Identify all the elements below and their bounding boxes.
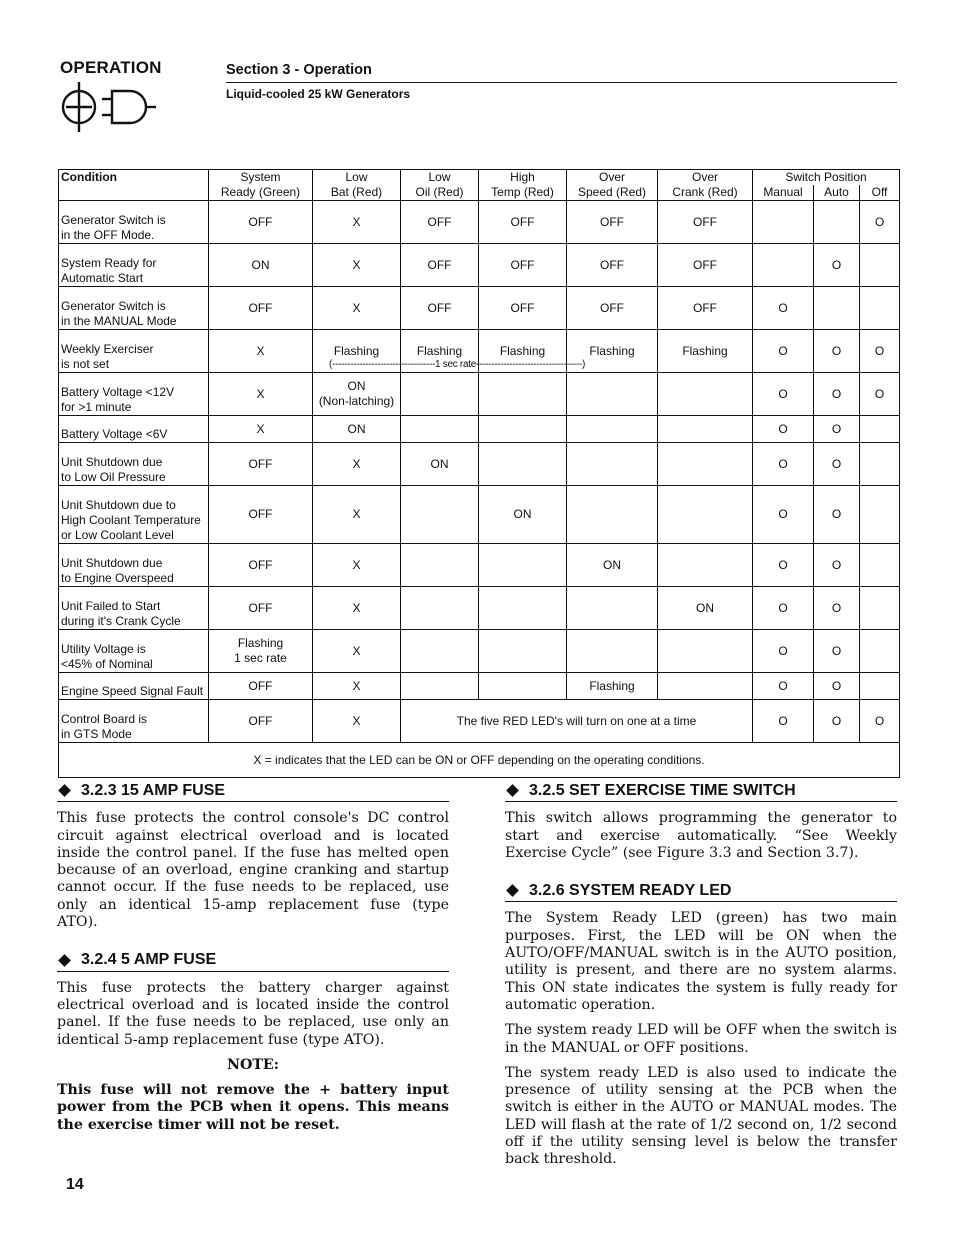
over-speed-cell: [567, 416, 658, 443]
right-column: [505, 782, 897, 1177]
manual-cell: O: [753, 373, 814, 416]
manual-cell: O: [753, 544, 814, 587]
low-bat-cell: X: [313, 673, 401, 700]
condition-cell: Engine Speed Signal Fault: [59, 673, 209, 700]
low-oil-cell: OFF: [401, 244, 479, 287]
table-row: [59, 673, 900, 700]
auto-cell: O: [814, 486, 860, 544]
table-row: [59, 201, 900, 244]
over-speed-cell: ON: [567, 544, 658, 587]
high-temp-cell: [479, 373, 567, 416]
table-row: [59, 587, 900, 630]
off-cell: O: [860, 373, 900, 416]
over-speed-cell: OFF: [567, 244, 658, 287]
section-subtitle: Liquid-cooled 25 kW Generators: [226, 82, 897, 101]
table-row: [59, 287, 900, 330]
table-footnote-row: [59, 743, 900, 778]
diamond-bullet-icon: [506, 784, 519, 797]
left-column: [57, 782, 449, 1142]
high-temp-cell: ON: [479, 486, 567, 544]
logo-title: OPERATION: [60, 58, 162, 77]
table-row: [59, 544, 900, 587]
section-title: Section 3 - Operation: [226, 62, 372, 78]
low-oil-cell: [401, 486, 479, 544]
header-auto: Auto: [814, 185, 860, 201]
led-status-table: [58, 169, 900, 778]
over-crank-cell: [658, 443, 753, 486]
over-speed-cell: [567, 630, 658, 673]
high-temp-cell: [479, 587, 567, 630]
system-ready-cell: X: [209, 373, 313, 416]
system-ready-cell: OFF: [209, 587, 313, 630]
diamond-bullet-icon: [58, 784, 71, 797]
system-ready-cell: OFF: [209, 700, 313, 743]
header-low-bat: Low Bat (Red): [313, 170, 401, 201]
note-title: NOTE:: [227, 1056, 279, 1073]
system-ready-cell: X: [209, 330, 313, 373]
table-row: [59, 244, 900, 287]
high-temp-cell: [479, 630, 567, 673]
auto-cell: [814, 287, 860, 330]
auto-cell: O: [814, 544, 860, 587]
manual-cell: O: [753, 587, 814, 630]
header-over-crank: Over Crank (Red): [658, 170, 753, 201]
heading-3-2-5: 3.2.5 SET EXERCISE TIME SWITCH: [505, 782, 897, 802]
condition-cell: Unit Shutdown due to Engine Overspeed: [59, 544, 209, 587]
off-cell: O: [860, 700, 900, 743]
low-bat-cell: X: [313, 287, 401, 330]
auto-cell: O: [814, 587, 860, 630]
manual-cell: O: [753, 486, 814, 544]
table-footnote: X = indicates that the LED can be ON or OFF depending on the operating conditions.: [59, 743, 900, 778]
low-bat-cell: X: [313, 443, 401, 486]
system-ready-cell: OFF: [209, 287, 313, 330]
low-oil-cell: [401, 673, 479, 700]
table-header-row: [59, 170, 900, 186]
auto-cell: O: [814, 416, 860, 443]
header-high-temp: High Temp (Red): [479, 170, 567, 201]
heading-3-2-6: 3.2.6 SYSTEM READY LED: [505, 882, 897, 902]
high-temp-cell: Flashing: [479, 330, 567, 373]
system-ready-cell: OFF: [209, 673, 313, 700]
manual-cell: O: [753, 416, 814, 443]
low-bat-cell: X: [313, 587, 401, 630]
table-row: [59, 700, 900, 743]
manual-cell: [753, 201, 814, 244]
paragraph-exercise-switch: This switch allows programming the generator to start and exercise automatically. “See Weekly Exercise Cycle” (see Figure 3.3 and Section 3.7).: [505, 810, 897, 861]
high-temp-cell: [479, 544, 567, 587]
off-cell: [860, 544, 900, 587]
low-bat-cell: ON: [313, 416, 401, 443]
off-cell: [860, 673, 900, 700]
off-cell: [860, 287, 900, 330]
high-temp-cell: OFF: [479, 201, 567, 244]
low-bat-cell: X: [313, 244, 401, 287]
high-temp-cell: OFF: [479, 287, 567, 330]
operation-logo: [60, 58, 160, 134]
heading-3-2-3: 3.2.3 15 AMP FUSE: [57, 782, 449, 802]
table-row: [59, 486, 900, 544]
manual-cell: [753, 244, 814, 287]
over-crank-cell: [658, 373, 753, 416]
over-speed-cell: [567, 486, 658, 544]
low-oil-cell: [401, 630, 479, 673]
header-system-ready: System Ready (Green): [209, 170, 313, 201]
condition-cell: Generator Switch is in the MANUAL Mode: [59, 287, 209, 330]
diamond-bullet-icon: [506, 884, 519, 897]
header-off: Off: [860, 185, 900, 201]
header-switch-position: Switch Position: [753, 170, 900, 186]
condition-cell: Unit Shutdown due to High Coolant Temperature or Low Coolant Level: [59, 486, 209, 544]
low-oil-cell: OFF: [401, 287, 479, 330]
header-condition: Condition: [59, 170, 209, 201]
condition-cell: Unit Failed to Start during it's Crank Cycle: [59, 587, 209, 630]
low-oil-cell: [401, 587, 479, 630]
low-oil-cell: [401, 373, 479, 416]
high-temp-cell: [479, 443, 567, 486]
manual-cell: O: [753, 287, 814, 330]
note-body: This fuse will not remove the + battery input power from the PCB when it opens. This means the exercise timer will not be reset.: [57, 1082, 449, 1133]
system-ready-cell: OFF: [209, 201, 313, 244]
auto-cell: O: [814, 700, 860, 743]
header-over-speed: Over Speed (Red): [567, 170, 658, 201]
over-crank-cell: [658, 630, 753, 673]
table-row: [59, 630, 900, 673]
system-ready-cell: OFF: [209, 486, 313, 544]
system-ready-cell: OFF: [209, 544, 313, 587]
high-temp-cell: [479, 673, 567, 700]
low-oil-cell: [401, 416, 479, 443]
over-crank-cell: OFF: [658, 201, 753, 244]
high-temp-cell: OFF: [479, 244, 567, 287]
condition-cell: Battery Voltage <12V for >1 minute: [59, 373, 209, 416]
flash-rate-note: (----------------------------------1 sec rate-----------------------------------): [329, 359, 586, 370]
low-oil-cell: ON: [401, 443, 479, 486]
auto-cell: O: [814, 443, 860, 486]
low-bat-cell: X: [313, 630, 401, 673]
over-crank-cell: [658, 673, 753, 700]
manual-cell: O: [753, 330, 814, 373]
condition-cell: System Ready for Automatic Start: [59, 244, 209, 287]
condition-cell: Control Board is in GTS Mode: [59, 700, 209, 743]
low-bat-cell: ON (Non-latching): [313, 373, 401, 416]
low-bat-cell: X: [313, 544, 401, 587]
system-ready-cell: OFF: [209, 443, 313, 486]
condition-cell: Weekly Exerciser is not set: [59, 330, 209, 373]
condition-cell: Utility Voltage is <45% of Nominal: [59, 630, 209, 673]
over-speed-cell: [567, 587, 658, 630]
header-low-oil: Low Oil (Red): [401, 170, 479, 201]
page-number: 14: [66, 1176, 84, 1193]
condition-cell: Generator Switch is in the OFF Mode.: [59, 201, 209, 244]
paragraph-5-amp-fuse: This fuse protects the battery charger against electrical overload and is located inside the control panel. If the fuse needs to be replaced, use only an identical 5-amp replacement fuse (type ATO).: [57, 979, 449, 1048]
off-cell: O: [860, 201, 900, 244]
off-cell: [860, 416, 900, 443]
page-header: [226, 62, 897, 101]
auto-cell: O: [814, 630, 860, 673]
low-bat-cell: Flashing (----------------------------------1 sec rate-----------------------------------): [313, 330, 401, 373]
plug-socket-icon: [60, 78, 160, 136]
off-cell: [860, 486, 900, 544]
system-ready-cell: ON: [209, 244, 313, 287]
auto-cell: O: [814, 673, 860, 700]
table-row: [59, 330, 900, 373]
system-ready-cell: X: [209, 416, 313, 443]
low-bat-cell: X: [313, 201, 401, 244]
auto-cell: O: [814, 330, 860, 373]
auto-cell: O: [814, 373, 860, 416]
low-oil-cell: OFF: [401, 201, 479, 244]
over-crank-cell: OFF: [658, 287, 753, 330]
manual-cell: O: [753, 700, 814, 743]
manual-cell: O: [753, 443, 814, 486]
high-temp-cell: [479, 416, 567, 443]
over-crank-cell: [658, 544, 753, 587]
off-cell: [860, 443, 900, 486]
off-cell: [860, 587, 900, 630]
condition-cell: Unit Shutdown due to Low Oil Pressure: [59, 443, 209, 486]
diamond-bullet-icon: [58, 954, 71, 967]
off-cell: [860, 630, 900, 673]
table-row: [59, 443, 900, 486]
gts-mode-note: The five RED LED's will turn on one at a time: [401, 700, 753, 743]
system-ready-cell: Flashing 1 sec rate: [209, 630, 313, 673]
paragraph-system-ready-1: The System Ready LED (green) has two main purposes. First, the LED will be ON when the AUTO/OFF/MANUAL switch is in the AUTO position, utility is present, and there are no system alarms. This ON state indicates the system is fully ready for automatic operation.: [505, 910, 897, 1013]
auto-cell: [814, 201, 860, 244]
over-speed-cell: OFF: [567, 201, 658, 244]
table-row: [59, 416, 900, 443]
auto-cell: O: [814, 244, 860, 287]
off-cell: [860, 244, 900, 287]
low-bat-cell: X: [313, 700, 401, 743]
over-speed-cell: [567, 443, 658, 486]
over-speed-cell: Flashing: [567, 673, 658, 700]
manual-cell: O: [753, 630, 814, 673]
over-crank-cell: [658, 486, 753, 544]
low-oil-cell: Flashing: [401, 330, 479, 373]
paragraph-15-amp-fuse: This fuse protects the control console's DC control circuit against electrical overload and is located inside the control panel. If the fuse has melted open because of an overload, engine cranking and startup cannot occur. If the fuse needs to be replaced, use only an identical 15-amp replacement fuse (type ATO).: [57, 810, 449, 931]
low-bat-cell: X: [313, 486, 401, 544]
paragraph-system-ready-2: The system ready LED will be OFF when the switch is in the MANUAL or OFF positions.: [505, 1022, 897, 1056]
manual-cell: O: [753, 673, 814, 700]
heading-3-2-4: 3.2.4 5 AMP FUSE: [57, 951, 449, 971]
paragraph-system-ready-3: The system ready LED is also used to indicate the presence of utility sensing at the PCB when the switch is either in the AUTO or MANUAL modes. The LED will flash at the rate of 1/2 second on, 1/2 second off if the utility sensing level is below the transfer back threshold.: [505, 1064, 897, 1168]
over-crank-cell: ON: [658, 587, 753, 630]
header-manual: Manual: [753, 185, 814, 201]
table-row: [59, 373, 900, 416]
over-crank-cell: OFF: [658, 244, 753, 287]
condition-cell: Battery Voltage <6V: [59, 416, 209, 443]
off-cell: O: [860, 330, 900, 373]
over-speed-cell: Flashing: [567, 330, 658, 373]
over-speed-cell: OFF: [567, 287, 658, 330]
over-speed-cell: [567, 373, 658, 416]
low-oil-cell: [401, 544, 479, 587]
over-crank-cell: [658, 416, 753, 443]
over-crank-cell: Flashing: [658, 330, 753, 373]
